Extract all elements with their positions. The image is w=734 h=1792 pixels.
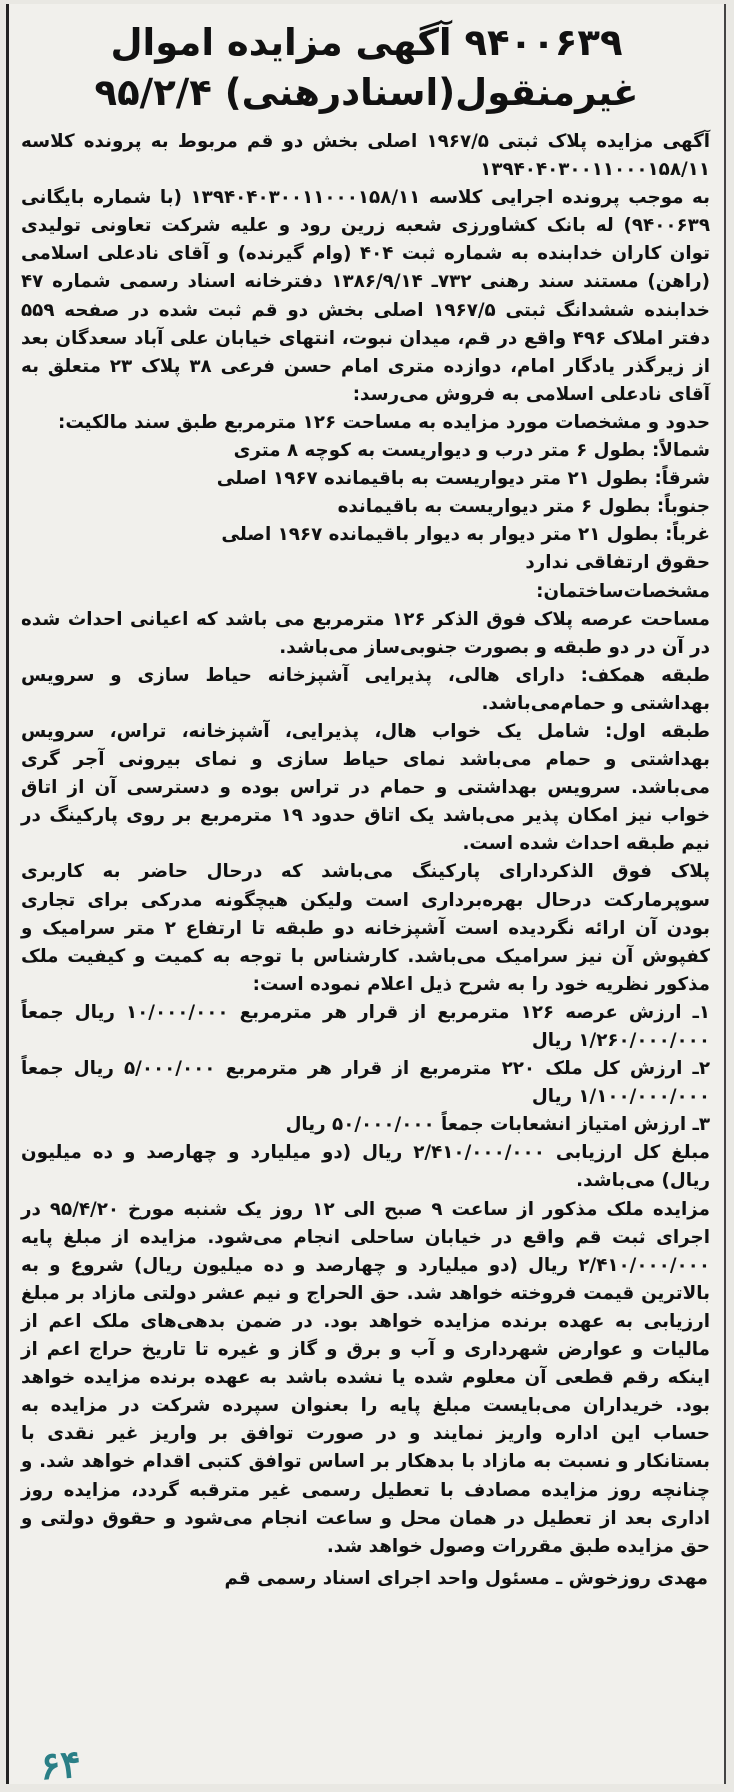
notice-column <box>6 4 726 1784</box>
paragraph-south: جنوباً: بطول ۶ متر دیواریست به باقیمانده <box>337 496 710 518</box>
title-line-1: ۹۴۰۰۶۳۹ آگهی مزایده اموال <box>110 21 623 64</box>
paragraph-value-3: ۳ـ ارزش امتیاز انشعابات جمعاً ۵۰/۰۰۰/۰۰۰ ریال <box>285 1114 710 1136</box>
handwritten-number: ۶۴ <box>38 1740 83 1789</box>
notice-body <box>21 128 710 1561</box>
paragraph-north: شمالاً: بطول ۶ متر درب و دیواریست به کوچه ۸ متری <box>233 440 710 462</box>
paragraph-value-1: ۱ـ ارزش عرصه ۱۲۶ مترمربع از قرار هر مترمربع ۱۰/۰۰۰/۰۰۰ ریال جمعاً ۱/۲۶۰/۰۰۰/۰۰۰ ریال <box>21 1001 710 1051</box>
paragraph-boundaries-heading: حدود و مشخصات مورد مزایده به مساحت ۱۲۶ مترمربع طبق سند مالکیت: <box>58 411 710 433</box>
paragraph-building-heading: مشخصات‌ساختمان: <box>536 580 710 602</box>
paragraph-east: شرقاً: بطول ۲۱ متر دیواریست به باقیمانده ۱۹۶۷ اصلی <box>216 468 710 490</box>
paragraph-intro: آگهی مزایده پلاک ثبتی ۱۹۶۷/۵ اصلی بخش دو قم مربوط به پرونده کلاسه ۱۳۹۴۰۴۰۳۰۰۱۱۰۰۰۱۵۸/۱۱ <box>21 131 710 181</box>
paragraph-easement: حقوق ارتفاقی ندارد <box>525 552 710 574</box>
paragraph-value-2: ۲ـ ارزش کل ملک ۲۲۰ مترمربع از قرار هر مترمربع ۵/۰۰۰/۰۰۰ ریال جمعاً ۱/۱۰۰/۰۰۰/۰۰۰ ریال <box>21 1058 710 1108</box>
paragraph-area: مساحت عرصه پلاک فوق الذکر ۱۲۶ مترمربع می باشد که اعیانی احداث شده در آن در دو طبقه و بصورت جنوبی‌ساز می‌باشد. <box>21 608 710 658</box>
paragraph-parking: پلاک فوق الذکردارای پارکینگ می‌باشد که درحال حاضر به کاربری سوپرمارکت درحال بهره‌برداری است ولیکن هیچگونه مدرکی برای تجاری بودن آن ارائه نگردیده است آشپزخانه دو طبقه تا ارتفاع ۲ متر سرامیک و کفپوش آن نیز سرامیک می‌باشد. کارشناس با توجه به کمیت و کیفیت ملک مذکور نظریه خود را به شرح ذیل اعلام نموده است: <box>21 861 710 995</box>
title-line-2: غیرمنقول(اسنادرهنی) ۹۵/۲/۴ <box>94 71 639 114</box>
notice-title <box>19 18 714 118</box>
paragraph-auction-terms: مزایده ملک مذکور از ساعت ۹ صبح الی ۱۲ روز یک شنبه مورخ ۹۵/۴/۲۰ در اجرای ثبت قم واقع در خیابان ساحلی انجام می‌شود. مزایده از مبلغ پایه ۲/۴۱۰/۰۰۰/۰۰۰ ریال (دو میلیارد و چهارصد و ده میلیون ریال) شروع و به بالاترین قیمت فروخته خواهد شد. حق الحراج و نیم عشر دولتی مازاد بر مبلغ ارزیابی به عهده برنده مزایده خواهد بود. در ضمن بدهی‌های ملک اعم از مالیات و عوارض شهرداری و آب و برق و گاز و غیره تا تاریخ حراج اعم از اینکه رقم قطعی آن معلوم شده یا نشده باشد به عهده برنده مزایده خواهد بود. خریداران می‌بایست مبلغ پایه را بعنوان سپرده شرکت در مزایده به حساب این اداره واریز نمایند و در صورت توافق بر واریز غیر نقدی با بستانکار و نسبت به مازاد با بدهکار بر اساس توافق کتبی اقدام خواهد شد. و چنانچه روز مزایده مصادف با تعطیل رسمی غیر مترقبه گردد، مزایده روز اداری بعد از تعطیل در همان محل و ساعت انجام می‌شود و حقوق دولتی و حق مزایده طبق مقررات وصول خواهد شد. <box>21 1198 710 1557</box>
signature: مهدی روزخوش ـ مسئول واحد اجرای اسناد رسمی قم <box>224 1567 708 1589</box>
paragraph-ground-floor: طبقه همکف: دارای هالی، پذیرایی آشپزخانه حیاط سازی و سرویس بهداشتی و حمام‌می‌باشد. <box>21 664 710 714</box>
paragraph-case: به موجب پرونده اجرایی کلاسه ۱۳۹۴۰۴۰۳۰۰۱۱۰۰۰۱۵۸/۱۱ (با شماره بایگانی ۹۴۰۰۶۳۹) له بانک کشاورزی شعبه زرین رود و علیه شرکت تعاونی تولیدی توان کاران خدابنده به شماره ثبت ۴۰۴ (وام گیرنده) و آقای نادعلی اسلامی (راهن) مستند سند رهنی ۷۳۲ـ ۱۳۸۶/۹/۱۴ دفترخانه اسناد رسمی شماره ۴۷ خدابنده ششدانگ ثبتی ۱۹۶۷/۵ اصلی بخش دو قم ثبت شده در صفحه ۵۵۹ دفتر املاک ۴۹۶ واقع در قم، میدان نبوت، انتهای خیابان علی آباد سعدگان بعد از زیرگذر یادگار امام، دوازده متری امام حسن فرعی ۳۸ پلاک ۲۳ متعلق به آقای نادعلی اسلامی به فروش می‌رسد: <box>21 187 710 405</box>
paragraph-total: مبلغ کل ارزیابی ۲/۴۱۰/۰۰۰/۰۰۰ ریال (دو میلیارد و چهارصد و ده میلیون ریال) می‌باشد. <box>21 1142 710 1192</box>
paragraph-first-floor: طبقه اول: شامل یک خواب هال، پذیرایی، آشپزخانه، تراس، سرویس بهداشتی و حمام می‌باشد نمای حیاط سازی و نمای بیرونی آجر گری می‌باشد. سرویس بهداشتی و حمام در تراس بوده و دسترسی آن از اتاق خواب نیز امکان پذیر می‌باشد یک اتاق حدود ۱۹ مترمربع بر روی پارکینگ در نیم طبقه احداث شده است. <box>21 720 710 855</box>
paragraph-west: غرباً: بطول ۲۱ متر دیوار به دیوار باقیمانده ۱۹۶۷ اصلی <box>221 524 710 546</box>
